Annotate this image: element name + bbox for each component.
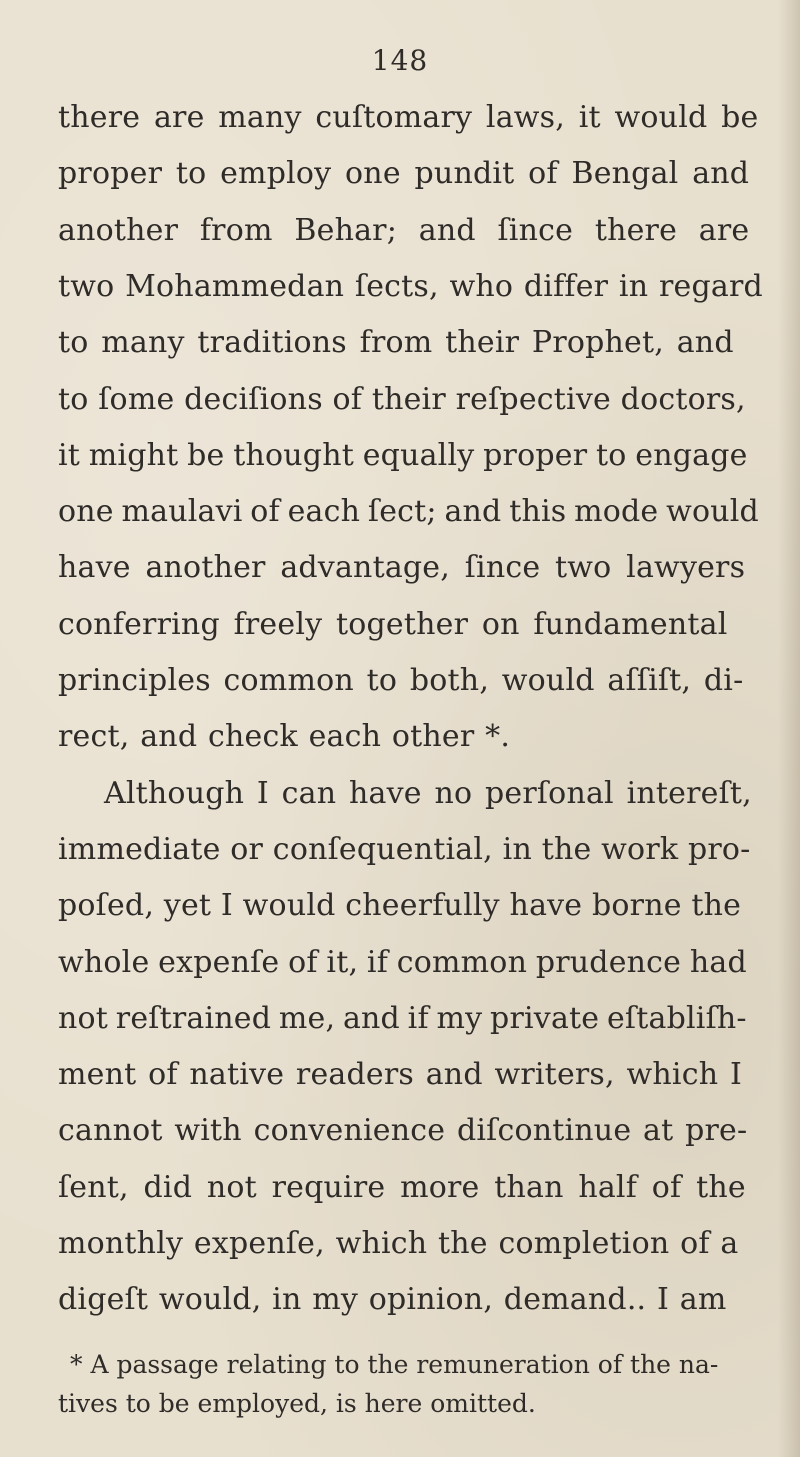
text-line: principles common to both, would aſſiſt, di- <box>58 663 744 698</box>
text-line: proper to employ one pundit of Bengal and <box>58 156 750 192</box>
page-number: 148 <box>371 44 429 77</box>
page-edge-shadow <box>778 0 800 1457</box>
text-line: to ſome deciſions of their reſpective doctors, <box>58 381 746 417</box>
text-line: poſed, yet I would cheerfully have borne the <box>58 888 742 924</box>
text-line: to many traditions from their Prophet, and <box>58 325 734 361</box>
text-line: ment of native readers and writers, which I <box>58 1057 743 1093</box>
text-line: immediate or conſequential, in the work pro- <box>58 831 751 867</box>
text-line: there are many cuſtomary laws, it would be <box>58 100 759 135</box>
text-line: not reſtrained me, and if my private eſtabliſh- <box>58 1000 747 1036</box>
text-line: Although I can have no perſonal intereſt, <box>104 775 752 811</box>
text-line: one maulavi of each ſect; and this mode would <box>58 494 759 530</box>
text-line: conferring freely together on fundamental <box>58 606 728 642</box>
text-line: monthly expenſe, which the completion of a <box>58 1226 739 1261</box>
text-line: another from Behar; and ſince there are <box>58 212 750 248</box>
text-line: cannot with convenience diſcontinue at pre- <box>58 1113 748 1149</box>
text-line: two Mohammedan ſects, who differ in regard <box>58 268 763 304</box>
footnote-line: tives to be employed, is here omitted. <box>58 1389 536 1418</box>
text-line: rect, and check each other *. <box>58 719 511 755</box>
footnote-line: * A passage relating to the remuneration of the na- <box>70 1350 719 1379</box>
text-line: ſent, did not require more than half of the <box>58 1169 746 1205</box>
text-line: it might be thought equally proper to engage <box>58 437 748 473</box>
text-line: digeſt would, in my opinion, demand.. I am <box>58 1282 727 1318</box>
text-line: whole expenſe of it, if common prudence had <box>58 944 747 980</box>
text-line: have another advantage, ſince two lawyers <box>58 550 746 586</box>
